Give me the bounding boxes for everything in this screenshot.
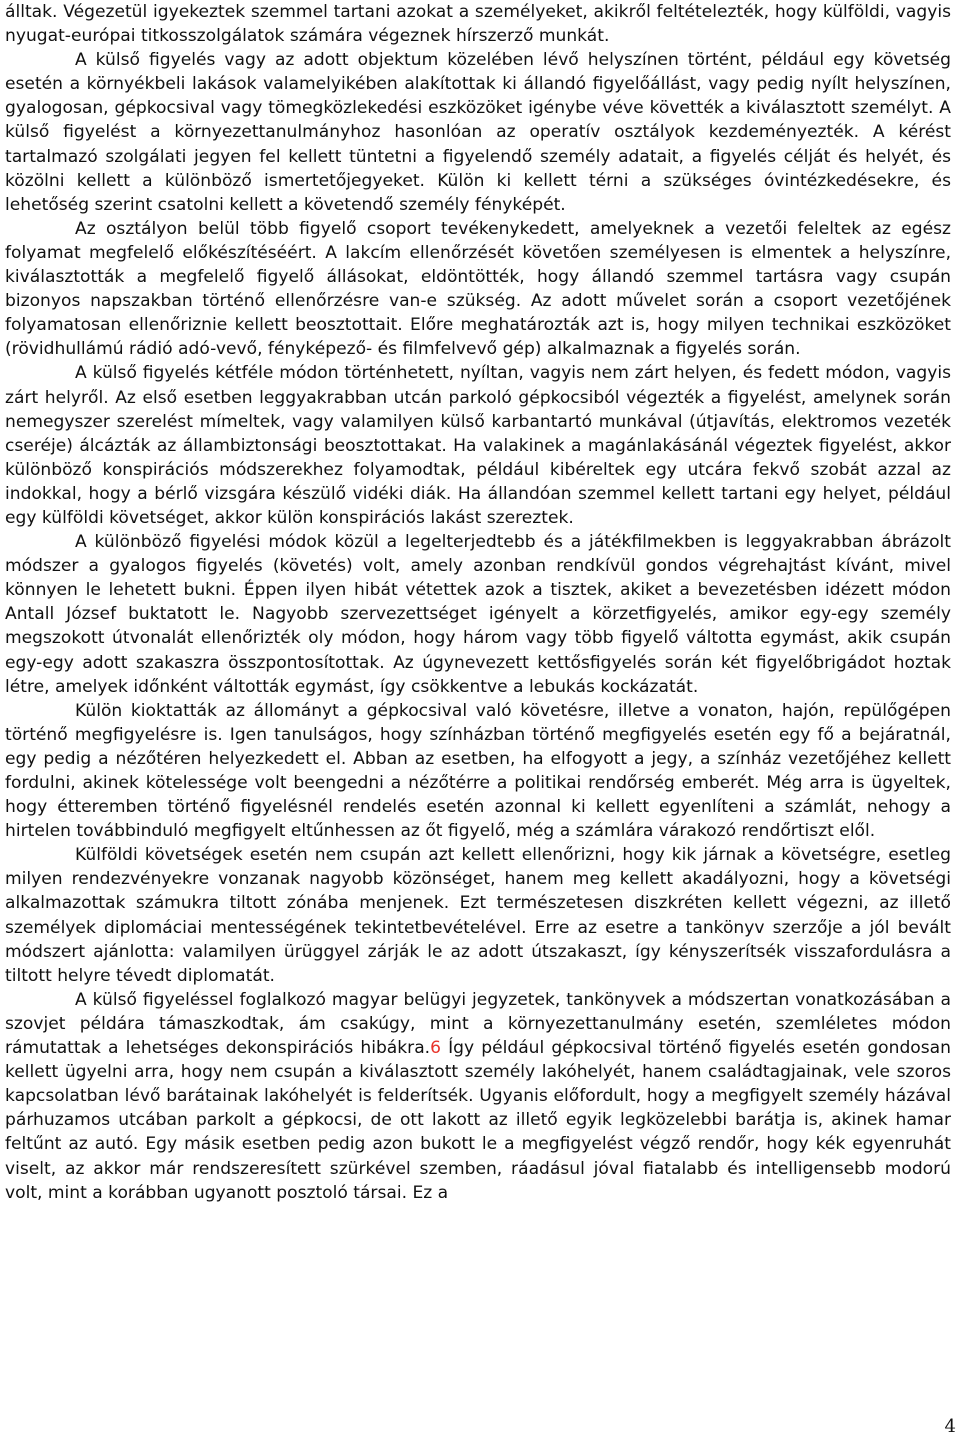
page-number: 4: [944, 1416, 956, 1437]
paragraph-8-continuation: Így például gépkocsival történő figyelés esetén gondosan kellett ügyelni arra, hogy nem csupán a kiválasztott személy lakóhelyét, hanem családtagjainak, vele szoros kapcsolatban lévő barátainak lakóhelyét is felderítsék. Ugyanis előfordult, hogy a megfigyelt személy házával párhuzamos utcában parkolt a gépkocsi, de ott lakott az illető egyik legközelebbi barátja is, akinek hamar feltűnt az autó. Egy másik esetben pedig azon bukott le a megfigyelést végző rendőr, hogy kék egyenruhát viselt, az akkor már rendszeresített szürkével szemben, ráadásul jóval fiatalabb és intelligensebb modorú volt, mint a korábban ugyanott posztoló társai. Ez a: [5, 1038, 951, 1203]
footnote-reference[interactable]: 6: [430, 1038, 441, 1059]
paragraph-7: Külföldi követségek esetén nem csupán azt kellett ellenőrizni, hogy kik járnak a követségre, esetleg milyen rendezvényekre vonzanak nagyobb közönséget, hanem meg kellett akadályozni, hogy a követségi alkalmazottak számukra tiltott zónába menjenek. Ezt természetesen diszkréten kellett végezni, az illető személyek diplomáciai mentességének tekintetbevételével. Erre az esetre a tankönyv szerzője a jól bevált módszert ajánlotta: valamilyen ürüggyel zárják le az adott útszakaszt, így kényszerítsék visszafordulásra a tiltott helyre tévedt diplomatát.: [5, 845, 951, 986]
paragraph-1: álltak. Végezetül igyekeztek szemmel tartani azokat a személyeket, akikről feltételezték, hogy külföldi, vagyis nyugat-európai titkosszolgálatok számára végeznek hírszerző munkát.: [5, 2, 951, 47]
paragraph-5: A különböző figyelési módok közül a legelterjedtebb és a játékfilmekben is leggyakrabban ábrázolt módszer a gyalogos figyelés (követés) volt, amely azonban rendkívül gondos végrehajtást kívánt, mivel könnyen le lehetett bukni. Éppen ilyen hibát vétettek azok a tisztek, akiket a bevezetésben idézett módon Antall József buktatott le. Nagyobb szervezettséget igényelt a körzetfigyelés, amikor egy-egy személy megszokott útvonalát ellenőrizték oly módon, hogy három vagy több figyelő váltotta egymást, akik csupán egy-egy adott szakaszra összpontosítottak. Az úgynevezett kettősfigyelés során két figyelőbrigádot hoztak létre, amelyek időnként váltották egymást, így csökkentve a lebukás kockázatát.: [5, 532, 951, 697]
paragraph-3: Az osztályon belül több figyelő csoport tevékenykedett, amelyeknek a vezetői feleltek az egész folyamat megfelelő előkészítéséért. A lakcím ellenőrzését követően személyesen is elmentek a helyszínre, kiválasztották a megfelelő figyelő állásokat, eldöntötték, hogy állandó szemmel tartásra vagy csupán bizonyos napszakban történő ellenőrzésre van-e szükség. Az adott művelet során a csoport vezetőjének folyamatosan ellenőriznie kellett beosztottait. Előre meghatározták azt is, hogy milyen technikai eszközöket (rövidhullámú rádió adó-vevő, fényképező- és filmfelvevő gép) alkalmaznak a figyelés során.: [5, 218, 951, 360]
paragraph-4: A külső figyelés kétféle módon történhetett, nyíltan, vagyis nem zárt helyen, és fedett módon, vagyis zárt helyről. Az első esetben leggyakrabban utcán parkoló gépkocsiból végezték a figyelést, amelynek során nemegyszer szerelést mímeltek, vagy valamilyen külső karbantartó munkával (útjavítás, elektromos vezeték cseréje) álcázták az állambiztonsági beosztottakat. Ha valakinek a magánlakásánál végeztek figyelést, akkor különböző konspirációs módszerekhez folyamodtak, például kibéreltek egy utcára fekvő szobát azzal az indokkal, hogy a bérlő vizsgára készülő vidéki diák. Ha állandóan szemmel kellett tartani egy helyet, például egy külföldi követséget, akkor külön konspirációs lakást szereztek.: [5, 363, 951, 528]
paragraph-2: A külső figyelés vagy az adott objektum közelében lévő helyszínen történt, például egy követség esetén a környékbeli lakások valamelyikében alakítottak ki állandó figyelőállást, vagy pedig nyílt helyszínen, gyalogosan, gépkocsival vagy tömegközlekedési eszközöket igénybe véve követték a kiválasztott személyt. A külső figyelést a környezettanulmányhoz hasonlóan az operatív osztályok kezdeményezték. A kérést tartalmazó szolgálati jegyen fel kellett tüntetni a figyelendő személy adatait, a figyelés célját és helyét, és közölni kellett a különböző ismertetőjegyeket. Külön ki kellett térni a szükséges óvintézkedésekre, és lehetőség szerint csatolni kellett a követendő személy fényképét.: [5, 50, 951, 215]
paragraph-8-text: A külső figyeléssel foglalkozó magyar belügyi jegyzetek, tankönyvek a módszertan vonatkozásában a szovjet példára támaszkodtak, ám csakúgy, mint a környezettanulmány esetén, szemléletes módon rámutattak a lehetséges dekonspirációs hibákra.: [5, 989, 951, 1059]
paragraph-6: Külön kioktatták az állományt a gépkocsival való követésre, illetve a vonaton, hajón, repülőgépen történő megfigyelésre is. Igen tanulságos, hogy színházban történő megfigyelés esetén egy fő a bejáratnál, egy pedig a nézőtéren helyezkedett el. Abban az esetben, ha elfogyott a jegy, a színház vezetőjéhez kellett fordulni, akinek kötelessége volt beengedni a nézőtérre a politikai rendőrség emberét. Még arra is ügyeltek, hogy étteremben történő figyelésnél rendelés esetén azonnal ki kellett egyenlíteni a számlát, nehogy a hirtelen továbbinduló megfigyelt eltűnhessen az őt figyelő, még a számlára várakozó rendőrtiszt elől.: [5, 700, 951, 842]
document-body: [5, 0, 951, 1205]
paragraph-8: [5, 988, 951, 1205]
